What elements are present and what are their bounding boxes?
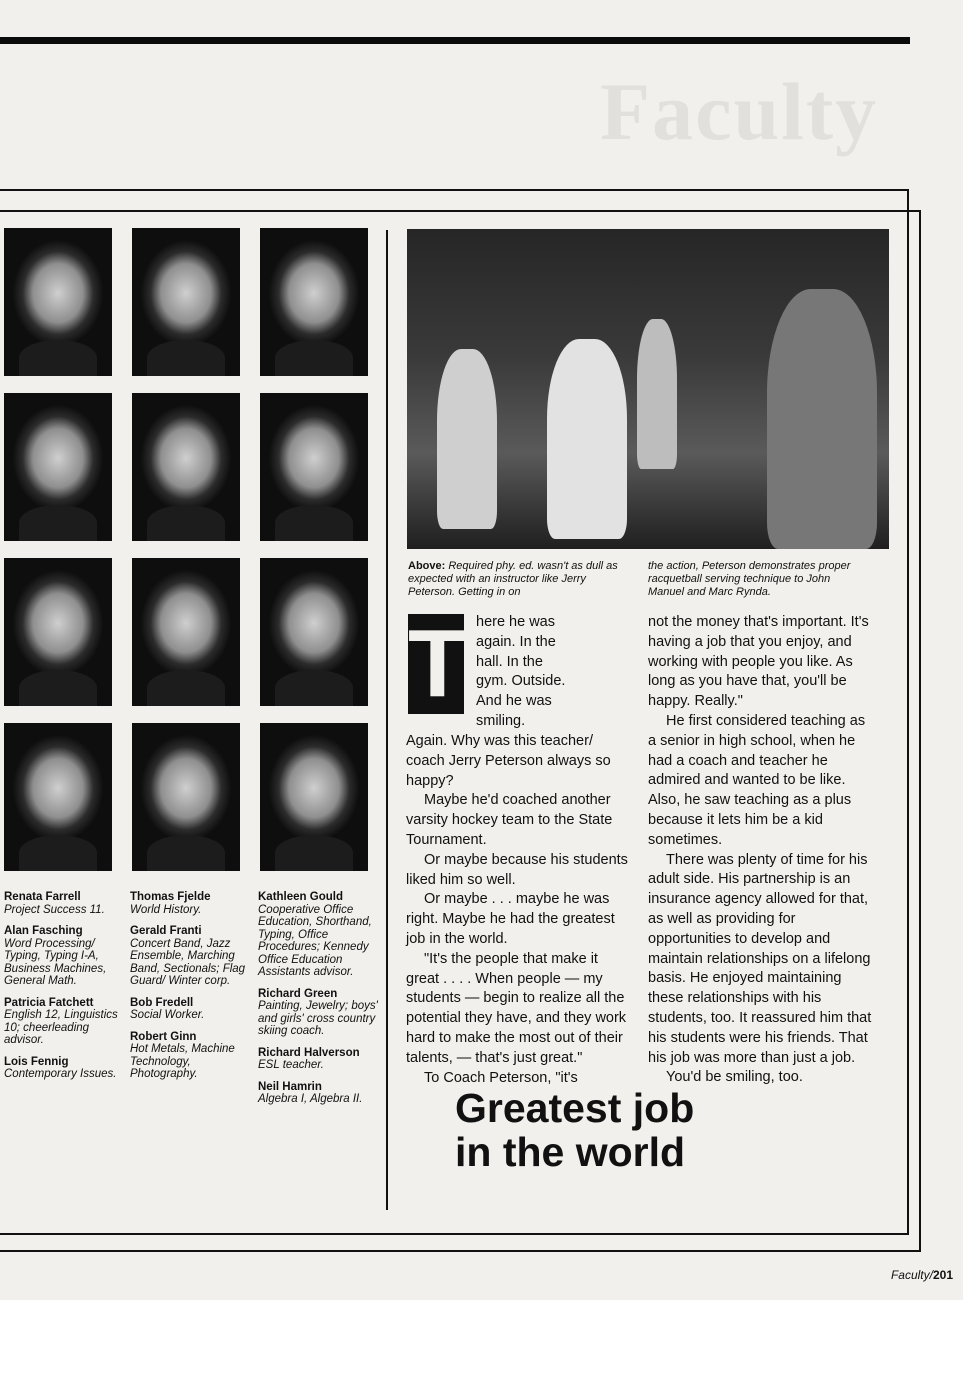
faculty-desc: Word Processing/ Typing, Typing I-A, Business Machines, General Math. xyxy=(4,937,107,987)
portrait-robert-ginn xyxy=(132,723,240,871)
story-headline xyxy=(455,1086,694,1174)
faculty-name: Thomas Fjelde xyxy=(130,891,211,903)
ghost-title: Faculty xyxy=(600,66,879,157)
story-column-b xyxy=(648,613,876,1088)
caption-lead: Above: xyxy=(408,560,446,572)
portrait-bob-fredell xyxy=(132,558,240,706)
faculty-desc: World History. xyxy=(130,903,202,916)
drop-cap: T xyxy=(408,610,467,717)
body-paragraph: not the money that's important. It's having a job that you enjoy, and working with people you like. As long as you have that, you'll be happy. Really." xyxy=(648,614,869,710)
photo-figure xyxy=(547,339,627,539)
faculty-desc: ESL teacher. xyxy=(258,1059,324,1071)
headline-line: Greatest job xyxy=(455,1085,695,1131)
faculty-name: Richard Green xyxy=(258,987,338,1000)
folio-section: Faculty/ xyxy=(890,1268,933,1282)
headline-line: in the world xyxy=(455,1129,686,1175)
faculty-desc: Contemporary Issues. xyxy=(4,1068,117,1080)
faculty-desc: Social Worker. xyxy=(130,1009,205,1021)
body-line: hall. In the xyxy=(476,653,543,670)
photo-figure xyxy=(637,319,677,469)
body-paragraph: To Coach Peterson, "it's xyxy=(424,1069,578,1086)
racquetball-photo xyxy=(407,229,889,549)
body-paragraph: Maybe he'd coached another varsity hockey team to the State Tournament. xyxy=(406,792,613,848)
body-paragraph: He first considered teaching as a senior in high school, when he had a coach and teacher he admired and wanted to be like. Also, he saw teaching as a plus because it lets him be a kid sometimes. xyxy=(648,712,866,848)
faculty-desc: Project Success 11. xyxy=(4,903,105,916)
faculty-desc: Concert Band, Jazz Ensemble, Marching Band, Sectionals; Flag Guard/ Winter corp. xyxy=(130,937,246,987)
photo-figure xyxy=(437,349,497,529)
body-paragraph: You'd be smiling, too. xyxy=(666,1069,803,1086)
faculty-name: Renata Farrell xyxy=(4,891,81,903)
faculty-name: Alan Fasching xyxy=(4,925,83,937)
faculty-name: Gerald Franti xyxy=(130,925,202,937)
faculty-list-col1 xyxy=(4,891,122,1081)
caption-text: Required phy. ed. wasn't as dull as expected with an instructor like Jerry Peterson. Getting in on xyxy=(408,560,618,598)
faculty-name: Neil Hamrin xyxy=(258,1080,322,1093)
portrait-thomas-fjelde xyxy=(132,228,240,376)
faculty-list-col2 xyxy=(130,891,252,1081)
photo-caption-left xyxy=(408,560,618,599)
body-line: smiling. xyxy=(476,712,526,729)
portrait-lois-fennig xyxy=(4,723,112,871)
faculty-list-col3 xyxy=(258,891,380,1106)
dropcap-lines xyxy=(476,613,626,732)
photo-figure xyxy=(767,289,877,549)
portrait-kathleen-gould xyxy=(260,228,368,376)
folio-page-number: 201 xyxy=(932,1268,953,1282)
portrait-alan-fasching xyxy=(4,393,112,541)
portrait-richard-halverson xyxy=(260,558,368,706)
portrait-neil-hamrin xyxy=(260,723,368,871)
faculty-name: Richard Halverson xyxy=(258,1046,360,1059)
faculty-name: Patricia Fatchett xyxy=(4,996,94,1009)
faculty-desc: Cooperative Office Education, Shorthand, Typing, Office Procedures; Kennedy Office Education Assistants advisor. xyxy=(258,903,372,978)
faculty-desc: Hot Metals, Machine Technology, Photography. xyxy=(130,1043,235,1080)
body-paragraph: Again. Why was this teacher/ coach Jerry Peterson always so happy? xyxy=(406,733,611,789)
body-paragraph: There was plenty of time for his adult side. His partnership is an insurance agency allowed for that, as well as providing for opportunities to develop and maintain relationships on a lifelong basis. He enjoyed maintaining these relationships with his students, too. It reassured him that his students were his friends. That his job was more than just a job. xyxy=(648,851,872,1066)
caption-text: the action, Peterson demonstrates proper racquetball serving technique to John Manuel and Marc Rynda. xyxy=(648,560,851,598)
body-line: here he was xyxy=(476,614,555,630)
body-paragraph: Or maybe . . . maybe he was right. Maybe he had the greatest job in the world. xyxy=(406,891,615,947)
photo-caption-right xyxy=(648,560,868,599)
faculty-name: Bob Fredell xyxy=(130,996,194,1009)
body-paragraph: Or maybe because his students liked him so well. xyxy=(406,851,628,888)
top-rule xyxy=(0,37,910,44)
faculty-name: Robert Ginn xyxy=(130,1030,197,1043)
portrait-renata-farrell xyxy=(4,228,112,376)
faculty-desc: Algebra I, Algebra II. xyxy=(258,1093,363,1105)
body-line: gym. Outside. xyxy=(476,673,566,690)
portrait-gerald-franti xyxy=(132,393,240,541)
faculty-desc: English 12, Linguistics 10; cheerleading advisor. xyxy=(4,1009,118,1046)
story-column-a xyxy=(406,732,632,1088)
faculty-name: Kathleen Gould xyxy=(258,891,343,903)
body-line: And he was xyxy=(476,693,552,710)
body-paragraph: "It's the people that make it great . . . . When people — my students — begin to realize all the potential they have, and they work hard to make the most out of their talents, — that's just great." xyxy=(406,950,627,1066)
faculty-name: Lois Fennig xyxy=(4,1055,69,1068)
portrait-richard-green xyxy=(260,393,368,541)
faculty-desc: Painting, Jewelry; boys' and girls' cross country skiing coach. xyxy=(258,1000,378,1037)
body-line: again. In the xyxy=(476,633,556,650)
column-divider xyxy=(386,230,388,1210)
portrait-patricia-fatchett xyxy=(4,558,112,706)
page-folio xyxy=(891,1268,953,1282)
